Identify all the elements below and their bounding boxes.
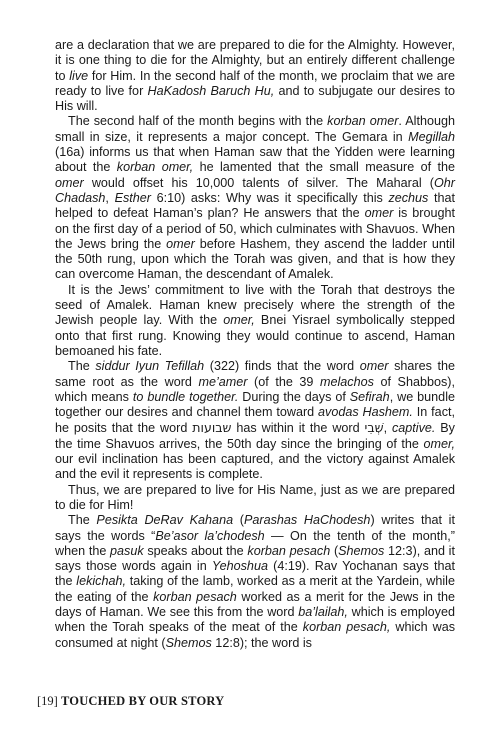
- text-run: It is the Jews’ commitment to live with the Torah that destroys the seed of Amalek. Haman knew precisely where the strength of the Jewish people lay. With the: [55, 282, 455, 328]
- text-run: (322) finds that the word: [204, 359, 360, 374]
- italic-term: pasuk: [110, 543, 144, 558]
- text-run: (of the 39: [247, 374, 320, 389]
- italic-term: korban pesach: [247, 543, 331, 558]
- text-run: that helped to defeat Haman’s plan? He answers that the: [55, 190, 455, 221]
- paragraph: [55, 283, 455, 359]
- paragraph: [55, 483, 455, 514]
- text-run: 12:8); the word is: [211, 635, 312, 650]
- italic-term: omer: [359, 359, 389, 374]
- text-run: 12:3), and it says those words again in: [55, 543, 455, 574]
- text-run: (16a) informs us that when Haman saw that the Yidden were learning about the: [55, 145, 455, 175]
- text-run: before Hashem, they ascend the ladder until the 50th rung, upon which the Torah was given, and that is how they can overcome Haman, the descendant of Amalek.: [55, 236, 455, 282]
- italic-term: Shemos: [338, 543, 385, 558]
- italic-term: Esther: [114, 190, 151, 205]
- text-run: By the time Shavuos arrives, the 50th day since the bringing of the: [55, 421, 455, 451]
- italic-term: omer: [364, 206, 394, 221]
- italic-term: omer: [166, 236, 195, 251]
- italic-term: omer: [55, 175, 84, 190]
- italic-term: omer,: [423, 436, 455, 451]
- paragraph: [55, 513, 455, 651]
- text-run: In fact, he posits that the word: [55, 405, 455, 436]
- text-run: The second half of the month begins with the: [68, 114, 328, 129]
- text-run: shares the same root as the word: [55, 359, 456, 389]
- italic-term: siddur Iyun Tefillah: [95, 359, 205, 374]
- italic-term: ba’lailah,: [298, 604, 348, 619]
- text-run: is brought on the first day of a period of 50, which culminates with Shavuos. When the Jews bring the: [55, 206, 455, 251]
- text-run: Bnei Yisrael symbolically stepped onto that first rung. Knowing they would continue to ascend, Haman bemoaned his fate.: [55, 313, 455, 358]
- hebrew-word: שבועות: [192, 420, 232, 436]
- text-run: (4:19). Rav Yochanan says that the: [55, 559, 455, 589]
- italic-term: HaKadosh Baruch Hu,: [147, 83, 275, 98]
- italic-term: korban pesach: [153, 589, 237, 604]
- italic-term: Yehoshua: [211, 559, 268, 574]
- italic-term: Be’asor la’chodesh: [155, 528, 265, 543]
- paragraph: [55, 38, 455, 114]
- text-run: ,: [105, 190, 115, 205]
- text-run: worked as a merit for the Jews in the days of Haman. We see this from the word: [55, 589, 455, 619]
- italic-term: korban pesach,: [302, 620, 391, 635]
- text-run: (: [233, 513, 244, 528]
- text-run: The: [68, 513, 97, 528]
- page-body: [55, 38, 455, 651]
- text-run: The: [68, 359, 96, 374]
- text-run: . Although small in size, it represents a major concept. The Gemara in: [55, 114, 455, 144]
- italic-term: omer,: [223, 313, 255, 328]
- text-run: for Him. In the second half of the month, we proclaim that we are ready to live for: [55, 68, 455, 98]
- italic-term: live: [69, 68, 89, 83]
- paragraph: [55, 359, 455, 482]
- italic-term: lekichah,: [76, 574, 126, 589]
- italic-term: korban omer: [327, 114, 399, 129]
- text-run: ) writes that it says the words “: [55, 513, 455, 543]
- text-run: Thus, we are prepared to live for His Name, just as we are prepared to die for Him!: [55, 482, 455, 512]
- text-run: speaks about the: [143, 543, 248, 558]
- italic-term: zechus: [388, 190, 429, 205]
- page-number: [19]: [37, 694, 58, 708]
- italic-term: to bundle together.: [132, 389, 239, 404]
- text-run: our evil inclination has been captured, and the victory against Amalek and the evil it represents is complete.: [55, 452, 455, 482]
- text-run: would offset his 10,000 talents of silver. The Maharal (: [83, 175, 434, 190]
- hebrew-word: שְׁבִי: [364, 420, 384, 436]
- running-head: TOUCHED BY OUR STORY: [60, 694, 225, 708]
- text-run: has within it the word: [231, 421, 365, 436]
- text-run: he lamented that the small measure of the: [193, 160, 455, 175]
- italic-term: Ohr Chadash: [55, 175, 455, 205]
- italic-term: Megillah: [408, 129, 455, 144]
- text-run: of Shabbos), which means: [55, 374, 455, 404]
- italic-term: Parashas HaChodesh: [244, 513, 371, 528]
- italic-term: me’amer: [198, 374, 248, 389]
- page-footer: [37, 694, 224, 709]
- text-run: (: [330, 543, 339, 558]
- text-run: ,: [383, 421, 392, 436]
- text-run: , we bundle together our desires and channel them toward: [55, 389, 455, 420]
- text-run: which is employed when the Torah speaks of the meat of the: [55, 604, 455, 635]
- italic-term: korban omer,: [116, 160, 194, 175]
- italic-term: melachos: [320, 374, 374, 389]
- italic-term: Shemos: [165, 635, 212, 650]
- text-run: are a declaration that we are prepared to die for the Almighty. However, it is one thing to die for the Almighty, but an entirely different challenge to: [55, 38, 455, 83]
- text-run: During the days of: [238, 389, 350, 404]
- text-run: taking of the lamb, worked as a merit at the Yardein, while the eating of the: [55, 574, 455, 604]
- text-run: and to subjugate our desires to His will.: [55, 83, 455, 114]
- italic-term: avodas Hashem.: [318, 405, 413, 420]
- paragraph: [55, 114, 455, 282]
- italic-term: Sefirah: [349, 389, 390, 404]
- italic-term: captive.: [391, 421, 436, 436]
- text-run: which was consumed at night (: [55, 620, 455, 650]
- italic-term: Pesikta DeRav Kahana: [96, 513, 234, 528]
- text-run: — On the tenth of the month,” when the: [55, 528, 456, 558]
- text-run: 6:10) asks: Why was it specifically this: [150, 190, 389, 205]
